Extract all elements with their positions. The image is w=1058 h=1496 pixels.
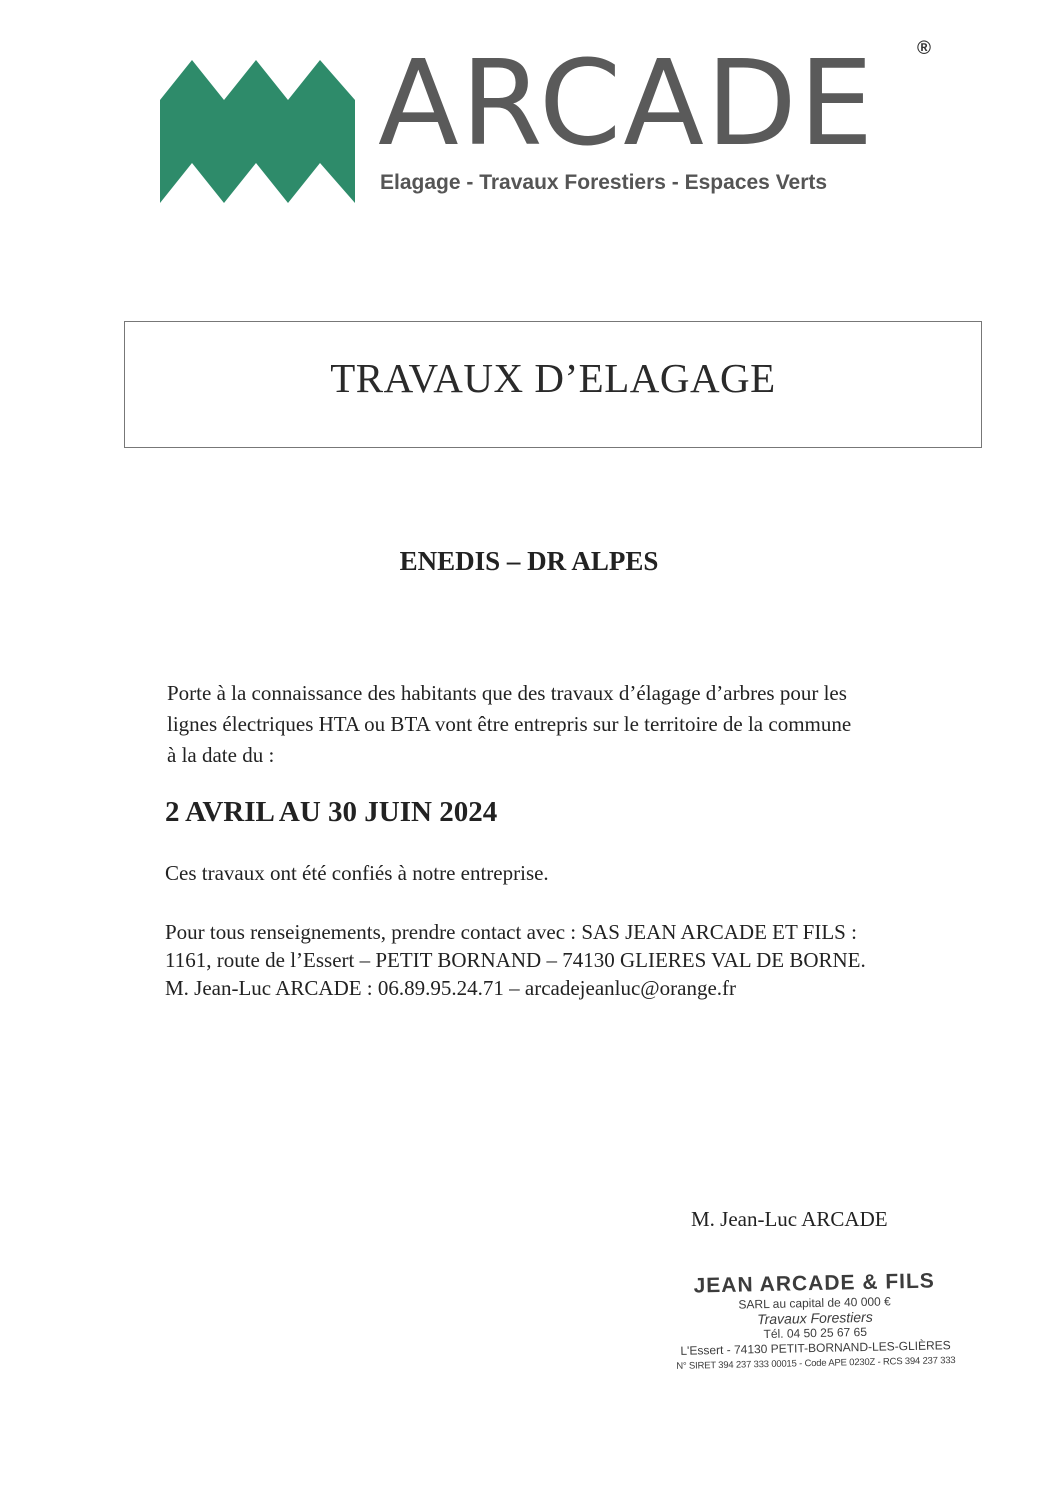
intro-paragraph <box>167 678 997 771</box>
stamp-address: L'Essert - 74130 PETIT-BORNAND-LES-GLIÈRES <box>680 1338 951 1358</box>
stamp-activity: Travaux Forestiers <box>756 1308 873 1328</box>
brand-name: ARCADE <box>378 34 876 172</box>
contact-paragraph <box>165 918 1015 1002</box>
confided-statement: Ces travaux ont été confiés à notre entreprise. <box>165 861 549 885</box>
work-dates: 2 AVRIL AU 30 JUIN 2024 <box>165 796 498 828</box>
company-tagline: Elagage - Travaux Forestiers - Espaces Verts <box>380 171 828 194</box>
stamp-company-name: JEAN ARCADE & FILS <box>693 1269 936 1298</box>
contact-line: M. Jean-Luc ARCADE : 06.89.95.24.71 – arcadejeanluc@orange.fr <box>165 976 737 1000</box>
client-name: ENEDIS – DR ALPES <box>399 546 659 576</box>
intro-line: Porte à la connaissance des habitants que des travaux d’élagage d’arbres pour les <box>167 681 847 705</box>
stamp-registration: N° SIRET 394 237 333 00015 - Code APE 0230Z - RCS 394 237 333 <box>676 1355 956 1372</box>
notice-title: TRAVAUX D’ELAGAGE <box>330 355 776 401</box>
notice-title-box <box>124 321 982 448</box>
registered-mark: ® <box>917 38 931 59</box>
logo-zigzag-shape <box>160 60 355 203</box>
contact-line: 1161, route de l’Essert – PETIT BORNAND – 74130 GLIERES VAL DE BORNE. <box>165 948 866 972</box>
stamp-phone: Tél. 04 50 25 67 65 <box>763 1324 868 1342</box>
contact-line: Pour tous renseignements, prendre contact avec : SAS JEAN ARCADE ET FILS : <box>165 920 857 944</box>
signatory-name: M. Jean-Luc ARCADE <box>691 1207 888 1231</box>
stamp-capital: SARL au capital de 40 000 € <box>738 1294 891 1312</box>
intro-line: à la date du : <box>167 743 275 767</box>
arcade-logo-icon <box>160 60 355 203</box>
intro-line: lignes électriques HTA ou BTA vont être entrepris sur le territoire de la commune <box>167 712 852 736</box>
company-stamp <box>669 1269 961 1374</box>
